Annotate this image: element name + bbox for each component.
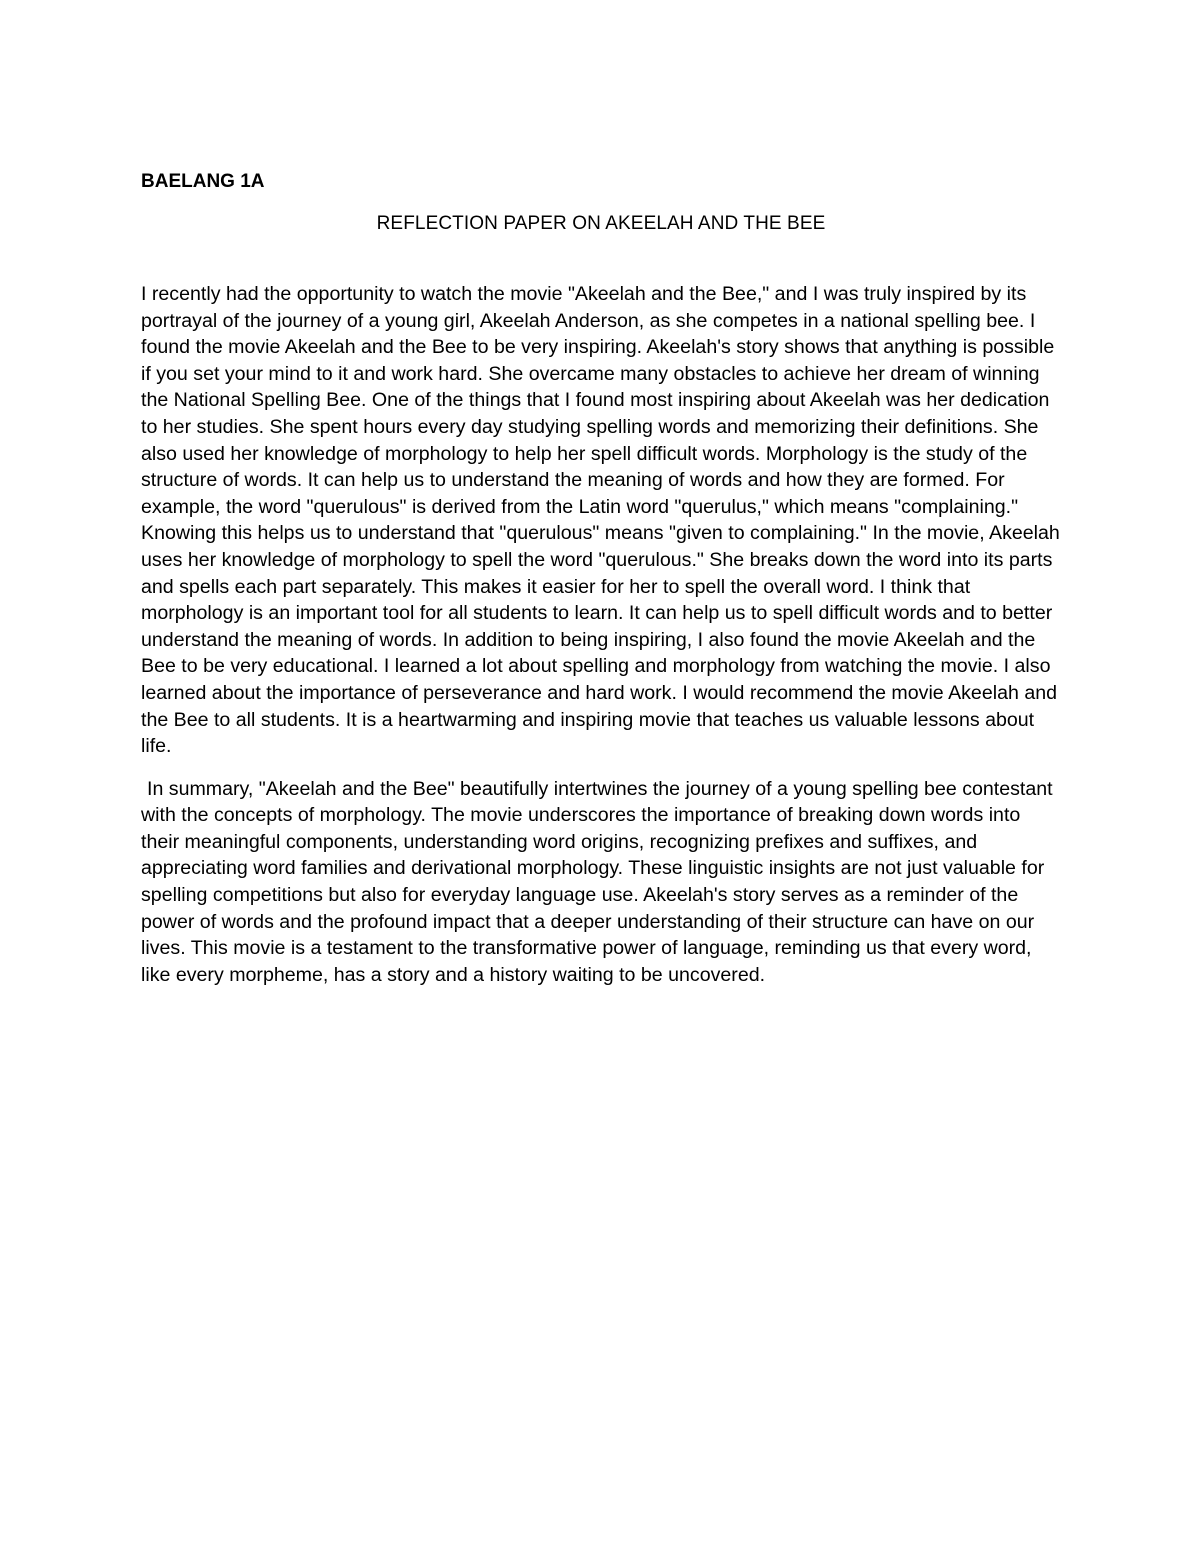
student-section-heading: BAELANG 1A [141,171,265,192]
paragraph-reflection: I recently had the opportunity to watch the movie "Akeelah and the Bee," and I was truly inspired by its portrayal of the journey of a young girl, Akeelah Anderson, as she competes in a national spelling bee. I found the movie Akeelah and the Bee to be very inspiring. Akeelah's story shows that anything is possible if you set your mind to it and work hard. She overcame many obstacles to achieve her dream of winning the National Spelling Bee. One of the things that I found most inspiring about Akeelah was her dedication to her studies. She spent hours every day studying spelling words and memorizing their definitions. She also used her knowledge of morphology to help her spell difficult words. Morphology is the study of the structure of words. It can help us to understand the meaning of words and how they are formed. For example, the word "querulous" is derived from the Latin word "querulus," which means "complaining." Knowing this helps us to understand that "querulous" means "given to complaining." In the movie, Akeelah uses her knowledge of morphology to spell the word "querulous." She breaks down the word into its parts and spells each part separately. This makes it easier for her to spell the overall word. I think that morphology is an important tool for all students to learn. It can help us to spell difficult words and to better understand the meaning of words. In addition to being inspiring, I also found the movie Akeelah and the Bee to be very educational. I learned a lot about spelling and morphology from watching the movie. I also learned about the importance of perseverance and hard work. I would recommend the movie Akeelah and the Bee to all students. It is a heartwarming and inspiring movie that teaches us valuable lessons about life. [141,283,1060,758]
paragraph-summary: In summary, "Akeelah and the Bee" beautifully intertwines the journey of a young spelling bee contestant with the concepts of morphology. The movie underscores the importance of breaking down words into their meaningful components, understanding word origins, recognizing prefixes and suffixes, and appreciating word families and derivational morphology. These linguistic insights are not just valuable for spelling competitions but also for everyday language use. Akeelah's story serves as a reminder of the power of words and the profound impact that a deeper understanding of their structure can have on our lives. This movie is a testament to the transformative power of language, reminding us that every word, like every morpheme, has a story and a history waiting to be uncovered. [141,777,1053,986]
document-title: REFLECTION PAPER ON AKEELAH AND THE BEE [376,213,826,234]
document-body [141,169,1061,988]
